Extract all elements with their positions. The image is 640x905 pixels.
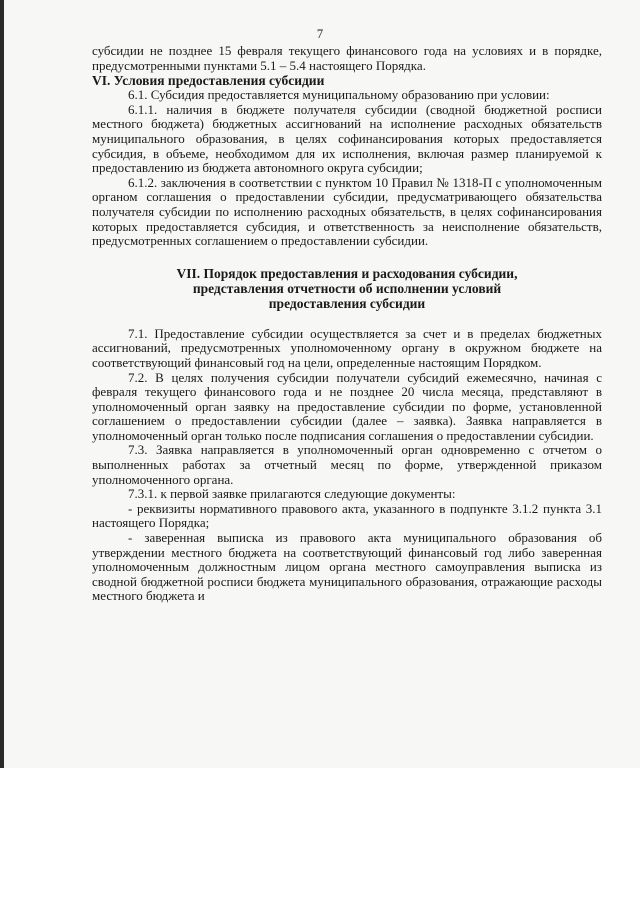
blank-area xyxy=(0,768,640,905)
paragraph-7-3: 7.3. Заявка направляется в уполномоченный орган одновременно с отчетом о выполненных работах за отчетный месяц по форме, утвержденной приказом уполномоченного органа. xyxy=(92,442,602,487)
section-heading-6: VI. Условия предоставления субсидии xyxy=(92,73,325,89)
paragraph-7-2: 7.2. В целях получения субсидии получатели субсидий ежемесячно, начиная с февраля текущего финансового года и не позднее 20 числа месяца, представляют в уполномоченный орган заявку на предоставление субсидии по форме, установленной соглашением о предоставлении субсидии (далее – заявка). Заявка направляется в уполномоченный орган только после подписания соглашения о предоставлении субсидии. xyxy=(92,369,602,443)
scan-border xyxy=(0,0,4,768)
paragraph-continuation: субсидии не позднее 15 февраля текущего финансового года на условиях и в порядке, предусмотренными пунктами 5.1 – 5.4 настоящего Порядка. xyxy=(92,43,602,73)
section-heading-7-line: представления отчетности об исполнении условий xyxy=(192,280,502,296)
section-heading-7-line: VII. Порядок предоставления и расходования субсидии, xyxy=(176,265,518,281)
paragraph-6-1-1: 6.1.1. наличия в бюджете получателя субсидии (сводной бюджетной росписи местного бюджета) бюджетных ассигнований на исполнение расходных обязательств муниципального образования, в целях софинансирования которых предоставляется субсидия, в объеме, необходимом для их исполнения, включая размер планируемой к предоставлению из бюджета автономного округа субсидии; xyxy=(92,101,602,176)
document-body xyxy=(92,44,602,604)
paragraph-7-1: 7.1. Предоставление субсидии осуществляется за счет и в пределах бюджетных ассигнований, предусмотренных уполномоченному органу в окружном бюджете на соответствующий финансовый год на цели, определенные настоящим Порядком. xyxy=(92,325,602,370)
paragraph-6-1-2: 6.1.2. заключения в соответствии с пунктом 10 Правил № 1318-П с уполномоченным органом соглашения о предоставлении субсидии, предусматривающего обязательства получателя субсидии по исполнению расходных обязательств, в целях софинансирования которых предоставляется субсидия, и ответственность за неисполнение обязательств, предусмотренных соглашением о предоставлении субсидии. xyxy=(92,174,602,249)
list-item-budget-extract: - заверенная выписка из правового акта муниципального образования об утверждении местного бюджета на соответствующий финансовый год либо заверенная уполномоченным должностным лицом органа местного самоуправления выписка из сводной бюджетной росписи бюджета муниципального образования, отражающие расходы местного бюджета и xyxy=(92,530,602,604)
paragraph-6-1: 6.1. Субсидия предоставляется муниципальному образованию при условии: xyxy=(128,87,550,103)
list-item-requisites: - реквизиты нормативного правового акта, указанного в подпункте 3.1.2 пункта 3.1 настоящего Порядка; xyxy=(92,500,602,531)
paragraph-7-3-1: 7.3.1. к первой заявке прилагаются следующие документы: xyxy=(128,486,456,502)
page-number: 7 xyxy=(316,27,324,41)
section-heading-7 xyxy=(92,266,602,311)
section-heading-7-line: предоставления субсидии xyxy=(268,295,426,311)
